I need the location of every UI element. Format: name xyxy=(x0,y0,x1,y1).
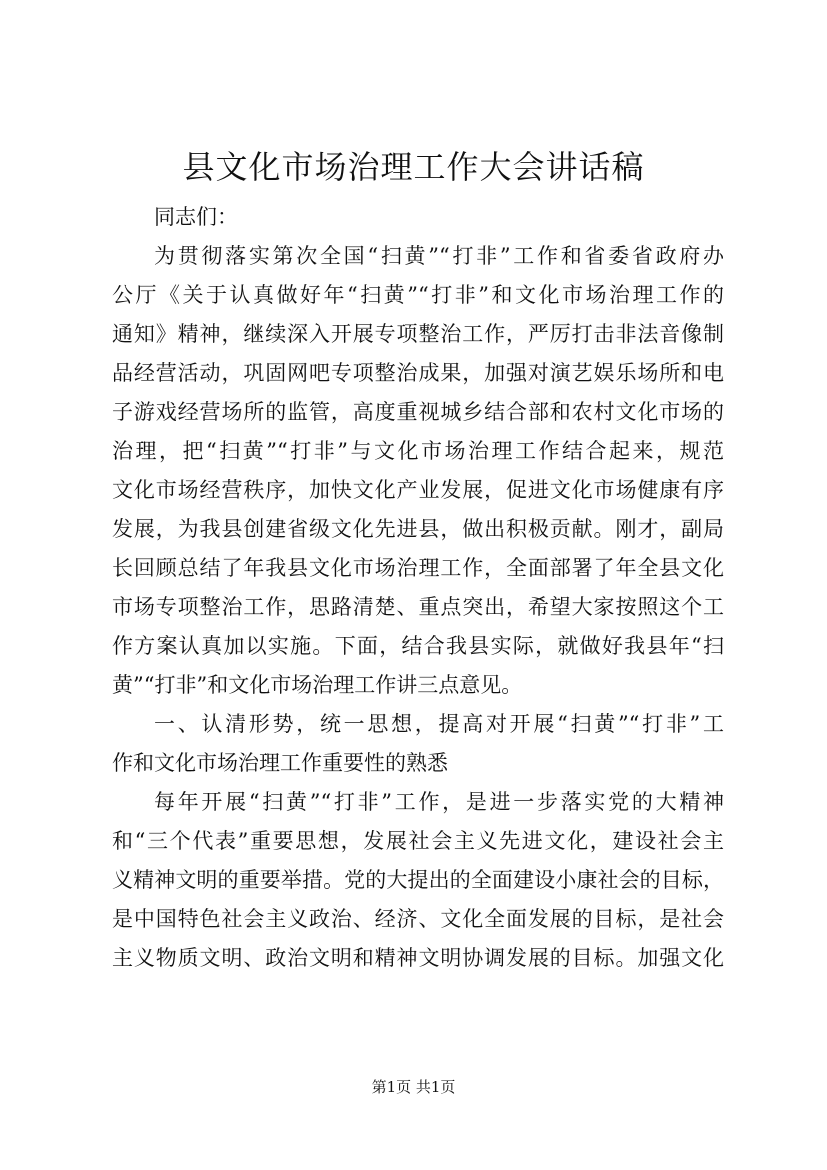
document-title: 县文化市场治理工作大会讲话稿 xyxy=(182,148,645,186)
paragraph-line: 公厅《关于认真做好年“扫黄”“打非”和文化市场治理工作的 xyxy=(112,283,724,307)
paragraph-line: 每年开展“扫黄”“打非”工作，是进一步落实党的大精神 xyxy=(154,790,724,814)
salutation-line: 同志们： xyxy=(154,205,238,229)
paragraph-line: 市场专项整治工作，思路清楚、重点突出，希望大家按照这个工 xyxy=(112,595,724,619)
paragraph-line: 发展，为我县创建省级文化先进县，做出积极贡献。刚才，副局 xyxy=(112,517,724,541)
page-footer: 第1页 共1页 xyxy=(371,1078,456,1096)
paragraph-line: 为贯彻落实第次全国“扫黄”“打非”工作和省委省政府办 xyxy=(154,244,724,268)
section-heading-line: 作和文化市场治理工作重要性的熟悉 xyxy=(112,751,448,775)
paragraph-line: 通知》精神，继续深入开展专项整治工作，严厉打击非法音像制 xyxy=(112,322,724,346)
paragraph-line: 主义物质文明、政治文明和精神文明协调发展的目标。加强文化 xyxy=(112,946,724,970)
paragraph-line: 作方案认真加以实施。下面，结合我县实际，就做好我县年“扫 xyxy=(112,634,724,658)
paragraph-line: 黄”“打非”和文化市场治理工作讲三点意见。 xyxy=(112,673,523,697)
paragraph-line: 品经营活动，巩固网吧专项整治成果，加强对演艺娱乐场所和电 xyxy=(112,361,724,385)
paragraph-line: 和“三个代表”重要思想，发展社会主义先进文化，建设社会主 xyxy=(112,829,724,853)
paragraph-line: 是中国特色社会主义政治、经济、文化全面发展的目标，是社会 xyxy=(112,907,724,931)
paragraph-line: 长回顾总结了年我县文化市场治理工作，全面部署了年全县文化 xyxy=(112,556,724,580)
paragraph-line: 义精神文明的重要举措。党的大提出的全面建设小康社会的目标， xyxy=(112,868,724,892)
paragraph-line: 文化市场经营秩序，加快文化产业发展，促进文化市场健康有序 xyxy=(112,478,724,502)
paragraph-line: 子游戏经营场所的监管，高度重视城乡结合部和农村文化市场的 xyxy=(112,400,724,424)
section-heading-line: 一、认清形势，统一思想，提高对开展“扫黄”“打非”工 xyxy=(154,712,724,736)
paragraph-line: 治理，把“扫黄”“打非”与文化市场治理工作结合起来，规范 xyxy=(112,439,724,463)
document-body xyxy=(112,198,724,978)
